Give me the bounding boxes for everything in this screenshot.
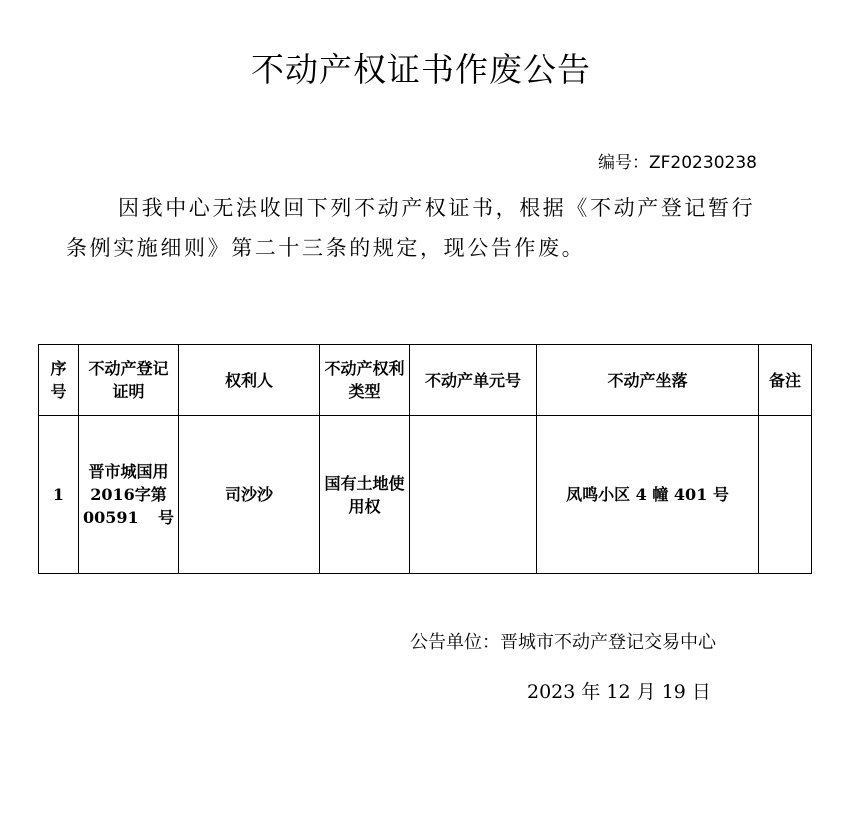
page-title: 不动产权证书作废公告 xyxy=(251,50,591,89)
header-right-type: 不动产权利类型 xyxy=(320,345,410,416)
issuing-unit: 公告单位：晋城市不动产登记交易中心 xyxy=(410,632,716,653)
cell-right-type: 国有土地使用权 xyxy=(320,416,410,574)
table-header-row xyxy=(39,345,812,416)
issue-date: 2023 年 12 月 19 日 xyxy=(527,681,711,703)
cell-location: 凤鸣小区 4 幢 401 号 xyxy=(537,416,759,574)
header-index: 序号 xyxy=(39,345,79,416)
header-location: 不动产坐落 xyxy=(537,345,759,416)
cell-certificate: 晋市城国用2016字第00591号 xyxy=(79,416,179,574)
cell-index: 1 xyxy=(39,416,79,574)
header-certificate: 不动产登记证明 xyxy=(79,345,179,416)
header-unit-number: 不动产单元号 xyxy=(410,345,537,416)
table-row xyxy=(39,416,812,574)
cell-holder: 司沙沙 xyxy=(179,416,320,574)
header-holder: 权利人 xyxy=(179,345,320,416)
notice-body: 因我中心无法收回下列不动产权证书，根据《不动产登记暂行条例实施细则》第二十三条的规定，现公告作废。 xyxy=(66,196,756,260)
cell-remark xyxy=(759,416,812,574)
cell-unit-number xyxy=(410,416,537,574)
header-remark: 备注 xyxy=(759,345,812,416)
notice-table xyxy=(38,344,812,574)
document-number: 编号：ZF20230238 xyxy=(598,153,757,173)
